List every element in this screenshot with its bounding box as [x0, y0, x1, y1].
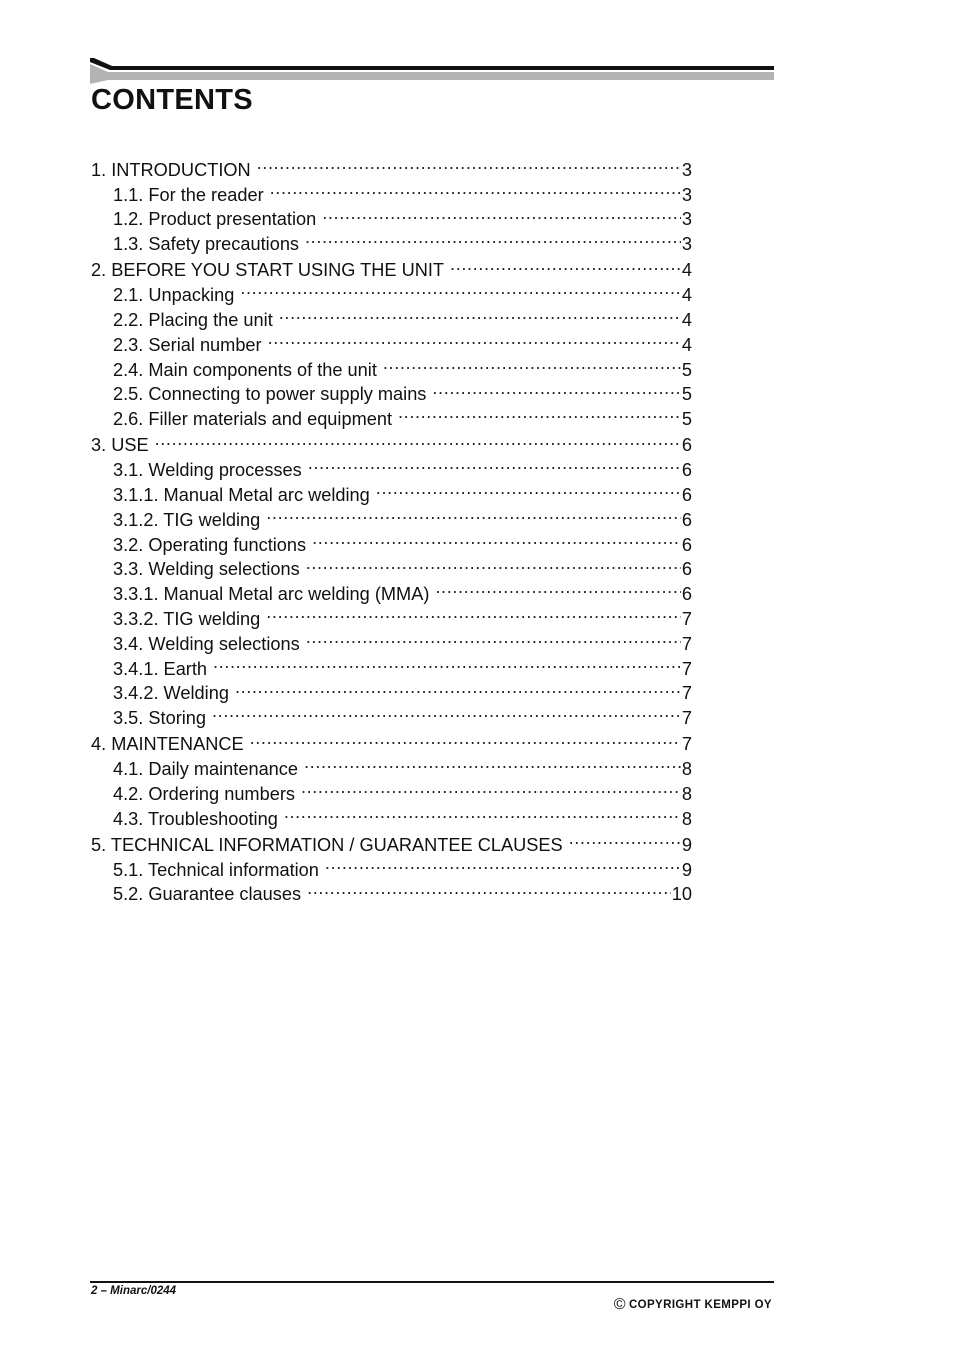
toc-entry-label: 4.2. Ordering numbers [113, 783, 295, 804]
toc-entry-page-number: 4 [681, 260, 692, 281]
toc-dot-leader [312, 526, 681, 551]
toc-entry-page-number: 3 [681, 234, 692, 255]
toc-entry-label: 2. BEFORE YOU START USING THE UNIT [91, 260, 445, 281]
toc-entry-page-number: 5 [681, 359, 692, 380]
toc-entry [91, 451, 692, 481]
toc-entry-label: 2.1. Unpacking [113, 285, 235, 306]
toc-entry-label: 3.5. Storing [113, 708, 207, 729]
table-of-contents [91, 151, 692, 905]
toc-dot-leader [307, 876, 671, 901]
toc-entry-page-number: 3 [681, 159, 692, 180]
header-decorative-bar [90, 58, 774, 84]
toc-entry-label: 3.3.1. Manual Metal arc welding (MMA) [113, 584, 430, 605]
toc-dot-leader [268, 326, 681, 351]
toc-entry-page-number: 7 [681, 608, 692, 629]
toc-entry-label: 3.1.1. Manual Metal arc welding [113, 484, 370, 505]
toc-dot-leader [301, 775, 681, 800]
toc-entry-label: 2.4. Main components of the unit [113, 359, 377, 380]
toc-dot-leader [306, 551, 681, 576]
toc-dot-leader [305, 225, 681, 250]
toc-entry-label: 1.3. Safety precautions [113, 234, 300, 255]
toc-dot-leader [257, 151, 681, 176]
toc-dot-leader [155, 427, 681, 452]
footer-divider [90, 1281, 774, 1283]
toc-entry-label: 3.1. Welding processes [113, 460, 302, 481]
toc-entry-label: 5. TECHNICAL INFORMATION / GUARANTEE CLAUSES [91, 834, 563, 855]
toc-dot-leader [304, 750, 681, 775]
toc-entry [91, 151, 692, 180]
toc-entry-label: 1. INTRODUCTION [91, 159, 251, 180]
toc-dot-leader [569, 826, 681, 851]
toc-entry-page-number: 5 [681, 384, 692, 405]
toc-entry-label: 1.2. Product presentation [113, 209, 317, 230]
toc-entry-label: 3.4. Welding selections [113, 633, 300, 654]
toc-entry-page-number: 3 [681, 209, 692, 230]
toc-entry-page-number: 3 [681, 184, 692, 205]
toc-entry [91, 427, 692, 456]
toc-entry-label: 2.6. Filler materials and equipment [113, 409, 393, 430]
toc-dot-leader [213, 650, 681, 675]
toc-dot-leader [432, 376, 680, 401]
toc-entry-label: 2.3. Serial number [113, 334, 262, 355]
toc-entry-page-number: 8 [681, 808, 692, 829]
toc-dot-leader [250, 726, 681, 751]
toc-entry-page-number: 4 [681, 285, 692, 306]
toc-entry-page-number: 4 [681, 334, 692, 355]
toc-dot-leader [279, 301, 681, 326]
toc-dot-leader [435, 575, 680, 600]
toc-entry-label: 3. USE [91, 435, 149, 456]
toc-dot-leader [306, 625, 681, 650]
toc-dot-leader [270, 176, 681, 201]
toc-entry-page-number: 6 [681, 484, 692, 505]
toc-entry-page-number: 10 [671, 884, 692, 905]
toc-entry-page-number: 7 [681, 683, 692, 704]
toc-dot-leader [322, 201, 681, 226]
toc-entry-label: 3.4.2. Welding [113, 683, 229, 704]
toc-entry-page-number: 9 [681, 834, 692, 855]
toc-entry-page-number: 7 [681, 708, 692, 729]
toc-dot-leader [383, 351, 681, 376]
toc-dot-leader [376, 476, 681, 501]
toc-entry-page-number: 6 [681, 559, 692, 580]
toc-dot-leader [325, 851, 681, 876]
toc-entry-page-number: 6 [681, 534, 692, 555]
toc-dot-leader [212, 699, 681, 724]
toc-dot-leader [450, 252, 681, 277]
toc-entry-page-number: 5 [681, 409, 692, 430]
toc-entry-page-number: 6 [681, 509, 692, 530]
toc-dot-leader [308, 451, 681, 476]
toc-entry-label: 3.3.2. TIG welding [113, 608, 261, 629]
toc-entry-page-number: 7 [681, 658, 692, 679]
toc-entry-label: 1.1. For the reader [113, 184, 264, 205]
toc-dot-leader [235, 675, 681, 700]
toc-entry-page-number: 4 [681, 309, 692, 330]
page-title: CONTENTS [91, 84, 253, 116]
toc-dot-leader [398, 400, 681, 425]
toc-entry-page-number: 8 [681, 759, 692, 780]
toc-entry-label: 3.1.2. TIG welding [113, 509, 261, 530]
toc-entry-label: 3.3. Welding selections [113, 559, 300, 580]
toc-dot-leader [240, 276, 681, 301]
toc-dot-leader [266, 501, 681, 526]
toc-entry-label: 5.2. Guarantee clauses [113, 884, 302, 905]
toc-entry-label: 5.1. Technical information [113, 859, 319, 880]
footer-page-reference: 2 – Minarc/0244 [91, 1285, 177, 1297]
toc-entry-page-number: 6 [681, 460, 692, 481]
toc-entry-label: 4. MAINTENANCE [91, 734, 244, 755]
toc-entry-page-number: 8 [681, 783, 692, 804]
toc-entry-label: 3.2. Operating functions [113, 534, 307, 555]
toc-entry-page-number: 7 [681, 734, 692, 755]
footer-copyright [614, 1297, 772, 1313]
copyright-icon: © [613, 1296, 626, 1313]
toc-entry-page-number: 6 [681, 435, 692, 456]
toc-entry-page-number: 6 [681, 584, 692, 605]
copyright-text: COPYRIGHT KEMPPI OY [628, 1299, 772, 1311]
toc-entry-label: 2.5. Connecting to power supply mains [113, 384, 427, 405]
toc-dot-leader [266, 600, 681, 625]
toc-entry-page-number: 7 [681, 633, 692, 654]
toc-entry-page-number: 9 [681, 859, 692, 880]
toc-entry-label: 4.1. Daily maintenance [113, 759, 299, 780]
toc-entry-label: 4.3. Troubleshooting [113, 808, 278, 829]
toc-entry-label: 3.4.1. Earth [113, 658, 208, 679]
toc-dot-leader [284, 800, 681, 825]
toc-entry-label: 2.2. Placing the unit [113, 309, 273, 330]
